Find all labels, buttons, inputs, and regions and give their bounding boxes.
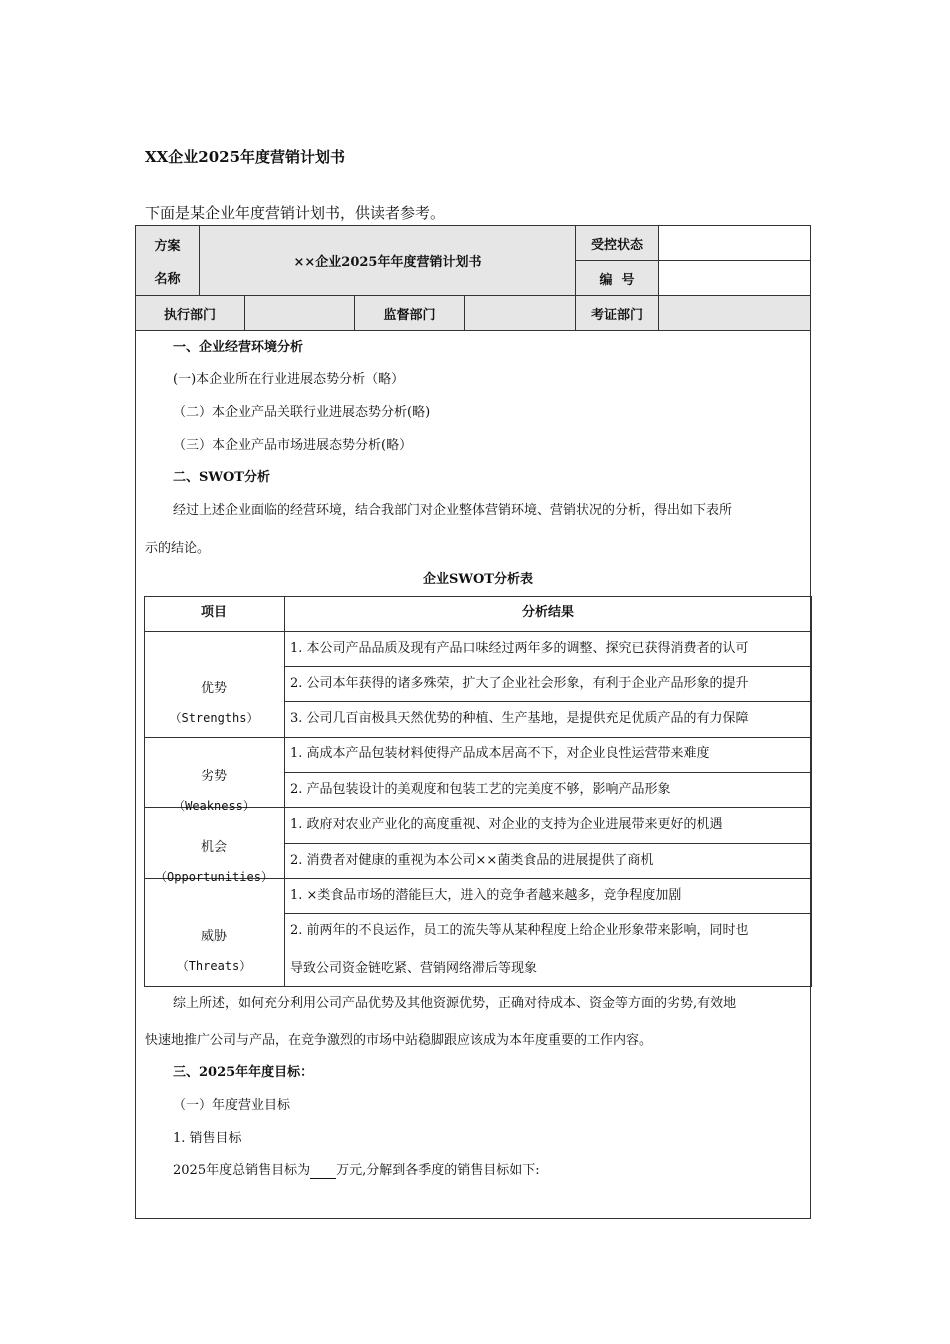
swot-column-divider xyxy=(284,596,285,987)
weakness-item: 1. 高成本产品包装材料使得产品成本居高不下，对企业良性运营带来难度 xyxy=(290,746,710,761)
section2-paragraph-line2: 示的结论。 xyxy=(145,541,211,556)
swot-row-line xyxy=(284,843,812,844)
strengths-item: 2. 公司本年获得的诸多殊荣，扩大了企业社会形象，有利于企业产品形象的提升 xyxy=(290,676,749,691)
swot-row-line xyxy=(284,701,812,702)
section3-sub2: 1. 销售目标 xyxy=(173,1131,242,1146)
strengths-item: 1. 本公司产品品质及现有产品口味经过两年多的调整、探究已获得消费者的认可 xyxy=(290,641,749,656)
section2-heading: 二、SWOT分析 xyxy=(173,470,270,485)
sales-target-prefix: 2025年度总销售目标为 xyxy=(173,1163,311,1178)
verify-dept-value[interactable] xyxy=(658,295,811,331)
strengths-label: 优势 xyxy=(200,681,227,696)
swot-row-line xyxy=(144,737,812,738)
opportunities-label: 机会 xyxy=(200,840,227,855)
control-status-label: 受控状态 xyxy=(575,225,659,261)
section3-heading: 三、2025年年度目标： xyxy=(173,1065,314,1080)
threats-item-continued: 导致公司资金链吃紧、营销网络滞后等现象 xyxy=(290,961,538,976)
section1-heading: 一、企业经营环境分析 xyxy=(173,340,304,355)
number-value[interactable] xyxy=(658,260,811,296)
verify-dept-label: 考证部门 xyxy=(575,295,659,331)
threats-label-en: （Threats） xyxy=(176,959,252,973)
threats-label: 威胁 xyxy=(200,929,227,944)
supervise-dept-value[interactable] xyxy=(464,295,576,331)
plan-name-label-line2: 名称 xyxy=(154,271,181,287)
control-status-value[interactable] xyxy=(658,225,811,261)
swot-col-result: 分析结果 xyxy=(521,605,574,620)
opportunities-label-en: （Opportunities） xyxy=(155,870,273,884)
intro-text: 下面是某企业年度营销计划书，供读者参考。 xyxy=(145,204,446,222)
plan-name-label xyxy=(135,225,200,296)
opportunities-item: 2. 消费者对健康的重视为本公司××菌类食品的进展提供了商机 xyxy=(290,853,654,868)
section1-item: （二）本企业产品关联行业进展态势分析(略) xyxy=(173,405,431,420)
threats-item: 1. ×类食品市场的潜能巨大，进入的竞争者越来越多，竞争程度加剧 xyxy=(290,888,682,903)
summary-line1: 综上所述，如何充分利用公司产品优势及其他资源优势，正确对待成本、资金等方面的劣势,有效地 xyxy=(173,996,737,1011)
swot-row-line xyxy=(284,913,812,914)
strengths-item: 3. 公司几百亩极具天然优势的种植、生产基地，是提供充足优质产品的有力保障 xyxy=(290,711,749,726)
sales-target-suffix: 万元,分解到各季度的销售目标如下: xyxy=(336,1163,540,1178)
number-label: 编 号 xyxy=(575,260,659,296)
weakness-label: 劣势 xyxy=(200,769,227,784)
plan-name-label-line1: 方案 xyxy=(154,238,181,254)
opportunities-item: 1. 政府对农业产业化的高度重视、对企业的支持为企业进展带来更好的机遇 xyxy=(290,817,723,832)
weakness-item: 2. 产品包装设计的美观度和包装工艺的完美度不够，影响产品形象 xyxy=(290,782,671,797)
threats-item: 2. 前两年的不良运作，员工的流失等从某种程度上给企业形象带来影响，同时也 xyxy=(290,923,749,938)
sales-target-line xyxy=(173,1159,540,1179)
swot-col-item: 项目 xyxy=(200,605,227,620)
section2-paragraph-line1: 经过上述企业面临的经营环境，结合我部门对企业整体营销环境、营销状况的分析，得出如下表所 xyxy=(173,503,733,518)
exec-dept-label: 执行部门 xyxy=(135,295,245,331)
swot-table-caption: 企业SWOT分析表 xyxy=(423,572,533,587)
section1-item: （三）本企业产品市场进展态势分析(略） xyxy=(173,438,413,453)
section3-sub1: （一）年度营业目标 xyxy=(173,1098,291,1113)
plan-name-value: ××企业2025年年度营销计划书 xyxy=(199,225,576,296)
swot-row-line xyxy=(284,666,812,667)
strengths-label-en: （Strengths） xyxy=(169,711,259,725)
sales-target-blank[interactable] xyxy=(310,1163,336,1179)
swot-row-line xyxy=(284,772,812,773)
weakness-label-en: （Weakness） xyxy=(173,799,255,813)
document-title: XX企业2025年度营销计划书 xyxy=(145,148,346,166)
exec-dept-value[interactable] xyxy=(244,295,355,331)
swot-row-line xyxy=(144,631,812,632)
supervise-dept-label: 监督部门 xyxy=(354,295,465,331)
summary-line2: 快速地推广公司与产品，在竞争激烈的市场中站稳脚跟应该成为本年度重要的工作内容。 xyxy=(145,1033,653,1048)
section1-item: (一)本企业所在行业进展态势分析（略） xyxy=(173,372,405,387)
